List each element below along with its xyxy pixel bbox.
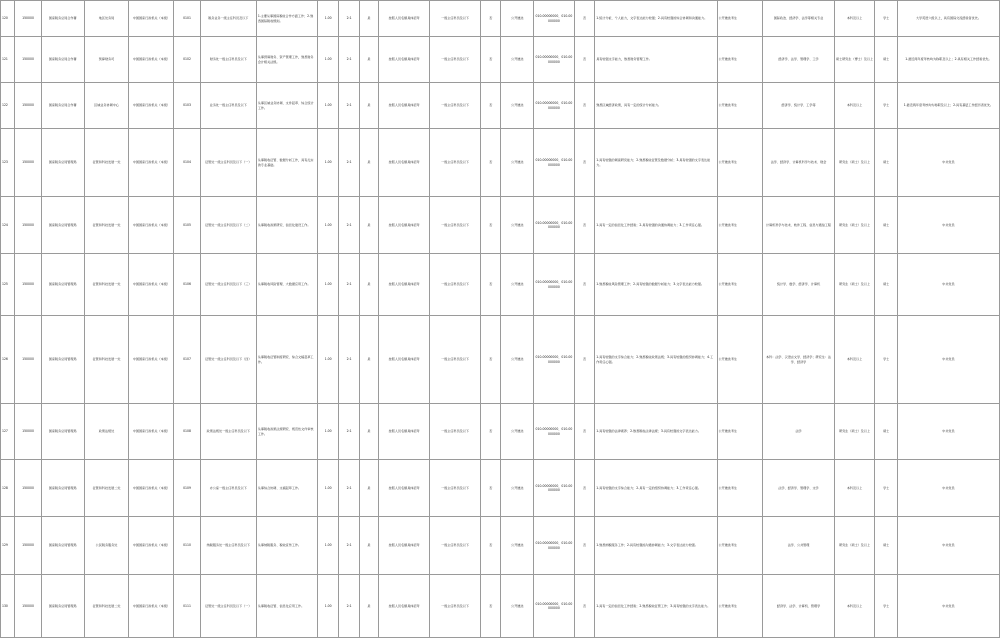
table-cell: 征管处一级主任科员及以下（一） — [200, 129, 256, 197]
table-cell: 经济学、统计学、工学等 — [763, 83, 834, 129]
table-cell: 010-00000000、010-00000000 — [534, 83, 575, 129]
table-cell: 010-00000000、010-00000000 — [534, 517, 575, 575]
table-cell: 否 — [574, 316, 594, 404]
table-cell: 是 — [359, 197, 378, 254]
table-cell: 本科及以上 — [834, 1, 875, 37]
table-cell: 从事税收风险管理、大数据应用工作。 — [256, 254, 317, 316]
table-cell: 2:1 — [339, 316, 359, 404]
table-cell: 公开遴选考生 — [717, 254, 763, 316]
table-cell: 本科及以上 — [834, 316, 875, 404]
table-cell: 1.具有一定的信息化工作经验；2.具有较强的沟通协调能力；3.工作责任心强。 — [595, 197, 717, 254]
table-cell: 按照人员名额具体招考 — [379, 129, 430, 197]
table-cell: 公开遴选考生 — [717, 1, 763, 37]
table-cell: 研究生（硕士）及以上 — [834, 197, 875, 254]
table-cell: 国家税务总局管理局 — [41, 197, 84, 254]
table-cell: 是 — [359, 517, 378, 575]
table-cell: 国家税务总局管理局 — [41, 575, 84, 638]
table-cell: 中共党员 — [897, 517, 999, 575]
table-cell: 1.最近两年度考核均为称职及以上；2.具有相关工作经验优先。 — [897, 37, 999, 83]
table-cell: 010-00000000、010-00000000 — [534, 1, 575, 37]
table-cell: 熟悉区域经济政策，具有一定的统计分析能力。 — [595, 83, 717, 129]
table-cell: 公开遴选考生 — [717, 197, 763, 254]
table-cell: 是 — [359, 129, 378, 197]
table-cell: 010-00000000、010-00000000 — [534, 404, 575, 460]
table-cell: 国家税务总局合作署 — [41, 83, 84, 129]
table-cell: 国家税务总局管理局 — [41, 404, 84, 460]
table-cell: 是 — [359, 254, 378, 316]
table-cell: 公开遴选 — [501, 460, 534, 517]
table-cell: 从事税收征管制度研究、综合文稿起草工作。 — [256, 316, 317, 404]
table-cell: 计算机科学与技术、软件工程、信息与通信工程 — [763, 197, 834, 254]
row-number: 120 — [1, 1, 15, 37]
table-cell: 否 — [481, 316, 501, 404]
table-cell: 国家税务总局管理局 — [41, 254, 84, 316]
table-cell: 政策法规处一级主任科员及以下 — [200, 404, 256, 460]
table-cell: 按照人员名额具体招考 — [379, 1, 430, 37]
table-cell: 公开遴选 — [501, 37, 534, 83]
table-cell: 研究生（硕士）及以上 — [834, 517, 875, 575]
table-cell: 征管处一级主任科员及以下（一） — [200, 575, 256, 638]
table-cell: 法学 — [763, 404, 834, 460]
table-cell: 公开遴选 — [501, 517, 534, 575]
table-cell: 0108 — [174, 404, 201, 460]
table-cell: 1.00 — [317, 83, 338, 129]
table-cell: 是 — [359, 1, 378, 37]
table-cell: 150000 — [15, 1, 42, 37]
table-cell: 预算财务司 — [84, 37, 129, 83]
table-cell: 1.熟悉税收风险管理工作；2.具有较强的数据分析能力；3.文字表达能力较强。 — [595, 254, 717, 316]
table-cell: 学士 — [875, 575, 897, 638]
table-cell: 1.00 — [317, 460, 338, 517]
table-cell: 否 — [481, 460, 501, 517]
row-number: 129 — [1, 517, 15, 575]
table-cell: 硕士 — [875, 197, 897, 254]
table-cell: 中共党员 — [897, 129, 999, 197]
table-cell: 征管和科技发展二处 — [84, 460, 129, 517]
table-row — [1, 254, 1000, 316]
table-cell: 公开遴选考生 — [717, 517, 763, 575]
table-cell: 一级主任科员及以下 — [430, 316, 481, 404]
table-cell: 1.具有较强的法律素养；2.熟悉税收法律法规；3.具有较强的文字表达能力。 — [595, 404, 717, 460]
table-cell: 否 — [574, 83, 594, 129]
table-cell: 1.最近两年度考核均为称职及以上；2.具有基层工作经历者优先。 — [897, 83, 999, 129]
table-row — [1, 197, 1000, 254]
table-cell: 150000 — [15, 316, 42, 404]
table-cell: 0105 — [174, 197, 201, 254]
row-number: 124 — [1, 197, 15, 254]
table-cell: 1.00 — [317, 316, 338, 404]
table-cell: 中国国家行政机关（本级） — [129, 254, 174, 316]
table-cell: 0104 — [174, 129, 201, 197]
table-cell: 公开遴选 — [501, 129, 534, 197]
table-cell: 中国国家行政机关（本级） — [129, 37, 174, 83]
table-cell: 是 — [359, 404, 378, 460]
table-cell: 公开遴选考生 — [717, 83, 763, 129]
table-cell: 按照人员名额具体招考 — [379, 404, 430, 460]
table-cell: 法学、经济学、管理学、文学 — [763, 460, 834, 517]
table-cell: 一级主任科员及以下 — [430, 404, 481, 460]
table-cell: 按照人员名额具体招考 — [379, 83, 430, 129]
table-cell: 否 — [574, 517, 594, 575]
table-cell: 1.具有一定的信息化工作经验；2.熟悉税收征管工作；3.具有较强的文字表达能力。 — [595, 575, 717, 638]
table-cell: 1.具有较强的文字综合能力；2.熟悉税收政策法规；3.具有较强的组织协调能力；4.工作责任心强。 — [595, 316, 717, 404]
table-cell: 公开遴选考生 — [717, 575, 763, 638]
table-cell: 公开遴选考生 — [717, 129, 763, 197]
table-cell: 从事税收征管、数据分析工作，具有扎实的专业基础。 — [256, 129, 317, 197]
table-cell: 国家税务总局管理局 — [41, 517, 84, 575]
table-cell: 150000 — [15, 460, 42, 517]
table-cell: 010-00000000、010-00000000 — [534, 575, 575, 638]
table-cell: 中国国家行政机关（本级） — [129, 83, 174, 129]
table-cell: 财务处一级主任科员及以下 — [200, 37, 256, 83]
table-cell: 2:1 — [339, 404, 359, 460]
table-cell: 按照人员名额具体招考 — [379, 254, 430, 316]
table-cell: 1.具有较强的调查研究能力；2.熟悉税收征管及数据分析；3.具有较强的文字表达能力。 — [595, 129, 717, 197]
table-cell: 1.主要从事国际税收合作方面工作；2.熟悉国际税收规则。 — [256, 1, 317, 37]
table-cell: 一级主任科员及以下 — [430, 517, 481, 575]
table-cell: 一级主任科员及以下 — [430, 254, 481, 316]
table-cell: 150000 — [15, 254, 42, 316]
table-cell: 国家税务总局管理局 — [41, 316, 84, 404]
table-cell: 一级主任科员及以下 — [430, 460, 481, 517]
table-cell: 1.00 — [317, 1, 338, 37]
table-cell: 150000 — [15, 37, 42, 83]
table-cell: 从事区域业务协调、文件起草、综合统计工作。 — [256, 83, 317, 129]
table-cell: 公开遴选考生 — [717, 37, 763, 83]
table-cell: 2:1 — [339, 575, 359, 638]
table-cell: 是 — [359, 37, 378, 83]
table-cell: 硕士 — [875, 254, 897, 316]
table-cell: 中共党员 — [897, 575, 999, 638]
table-row — [1, 1, 1000, 37]
table-cell: 150000 — [15, 404, 42, 460]
table-cell: 从事税收政策研究、信息化建设工作。 — [256, 197, 317, 254]
table-cell: 征管处一级主任科员及以下（三） — [200, 254, 256, 316]
table-cell: 否 — [481, 37, 501, 83]
table-cell: 公开遴选 — [501, 404, 534, 460]
table-cell: 1.00 — [317, 197, 338, 254]
table-cell: 中国国家行政机关（本级） — [129, 316, 174, 404]
table-cell: 从事综合协调、文稿起草工作。 — [256, 460, 317, 517]
table-cell: 1.00 — [317, 517, 338, 575]
table-cell: 学士 — [875, 83, 897, 129]
table-cell: 是 — [359, 575, 378, 638]
table-cell: 公民税务服务处 — [84, 517, 129, 575]
table-cell: 否 — [574, 575, 594, 638]
table-cell: 一级主任科员及以下 — [430, 37, 481, 83]
table-cell: 按照人员名额具体招考 — [379, 316, 430, 404]
table-cell: 否 — [574, 197, 594, 254]
row-number: 123 — [1, 129, 15, 197]
table-cell: 2:1 — [339, 83, 359, 129]
table-row — [1, 517, 1000, 575]
table-cell: 2:1 — [339, 1, 359, 37]
table-cell: 本科：法学、汉语言文学、经济学；研究生：法学、经济学 — [763, 316, 834, 404]
table-cell: 经济学、法学、计算机、管理学 — [763, 575, 834, 638]
table-cell: 中国国家行政机关（本级） — [129, 460, 174, 517]
table-cell: 0111 — [174, 575, 201, 638]
table-cell: 否 — [481, 404, 501, 460]
table-cell: 否 — [481, 1, 501, 37]
table-cell: 否 — [481, 83, 501, 129]
table-cell: 按照人员名额具体招考 — [379, 575, 430, 638]
table-cell: 中国国家行政机关（本级） — [129, 404, 174, 460]
table-cell: 1.具有较强的文字综合能力；2.具有一定的组织协调能力；3.工作责任心强。 — [595, 460, 717, 517]
table-cell: 征管和科技发展一处 — [84, 316, 129, 404]
table-row — [1, 83, 1000, 129]
table-cell: 010-00000000、010-00000000 — [534, 316, 575, 404]
table-cell: 1.00 — [317, 404, 338, 460]
row-number: 121 — [1, 37, 15, 83]
row-number: 122 — [1, 83, 15, 129]
table-cell: 2:1 — [339, 197, 359, 254]
table-cell: 150000 — [15, 517, 42, 575]
row-number: 126 — [1, 316, 15, 404]
table-cell: 硕士研究生（博士）及以上 — [834, 37, 875, 83]
table-cell: 中共党员 — [897, 460, 999, 517]
table-cell: 征管和科技发展二处 — [84, 575, 129, 638]
table-cell: 中国国家行政机关（本级） — [129, 575, 174, 638]
table-cell: 学士 — [875, 1, 897, 37]
table-cell: 硕士 — [875, 37, 897, 83]
table-cell: 公开遴选 — [501, 197, 534, 254]
table-cell: 2:1 — [339, 254, 359, 316]
table-cell: 否 — [574, 254, 594, 316]
table-cell: 150000 — [15, 129, 42, 197]
table-cell: 从事预算财务、资产管理工作，熟悉财务会计相关法规。 — [256, 37, 317, 83]
row-number: 125 — [1, 254, 15, 316]
table-cell: 法学、公共管理 — [763, 517, 834, 575]
table-cell: 0101 — [174, 1, 201, 37]
table-cell: 统计学、数学、经济学、计算机 — [763, 254, 834, 316]
table-cell: 0102 — [174, 37, 201, 83]
table-cell: 0109 — [174, 460, 201, 517]
row-number: 127 — [1, 404, 15, 460]
table-cell: 大学英语六级以上，具有国际交流经验者优先。 — [897, 1, 999, 37]
table-cell: 否 — [481, 517, 501, 575]
table-cell: 硕士 — [875, 517, 897, 575]
table-cell: 一级主任科员及以下 — [430, 83, 481, 129]
table-cell: 硕士 — [875, 404, 897, 460]
table-cell: 征管和科技发展一处 — [84, 129, 129, 197]
table-cell: 否 — [574, 129, 594, 197]
table-row — [1, 37, 1000, 83]
table-cell: 一级主任科员及以下 — [430, 197, 481, 254]
table-cell: 按照人员名额具体招考 — [379, 517, 430, 575]
table-cell: 经济学、法学、管理学、工学 — [763, 37, 834, 83]
table-cell: 中国国家行政机关（本级） — [129, 197, 174, 254]
table-cell: 学士 — [875, 460, 897, 517]
table-cell: 从事税收征管、信息化应用工作。 — [256, 575, 317, 638]
table-cell: 公开遴选 — [501, 1, 534, 37]
table-cell: 研究生（硕士）及以上 — [834, 254, 875, 316]
table-cell: 是 — [359, 83, 378, 129]
row-number: 130 — [1, 575, 15, 638]
table-cell: 公开遴选考生 — [717, 316, 763, 404]
table-cell: 一级主任科员及以下 — [430, 129, 481, 197]
table-row — [1, 404, 1000, 460]
table-cell: 税务业务一级主任科员及以下 — [200, 1, 256, 37]
table-cell: 中国国家行政机关（本级） — [129, 517, 174, 575]
table-cell: 中国国家行政机关（本级） — [129, 1, 174, 37]
table-cell: 中共党员 — [897, 254, 999, 316]
table-cell: 征管处一级主任科员及以下（四） — [200, 316, 256, 404]
table-cell: 1.统计分析，个人能力，文字表达能力较强；2.具有较强的综合协调和沟通能力。 — [595, 1, 717, 37]
table-cell: 政策法规处 — [84, 404, 129, 460]
table-cell: 本科及以上 — [834, 83, 875, 129]
table-cell: 具有较强文字能力，熟悉财务管理工作。 — [595, 37, 717, 83]
table-cell: 1.00 — [317, 37, 338, 83]
table-cell: 否 — [481, 575, 501, 638]
table-cell: 公开遴选 — [501, 575, 534, 638]
table-cell: 150000 — [15, 197, 42, 254]
table-cell: 办公室一级主任科员及以下 — [200, 460, 256, 517]
table-cell: 学士 — [875, 316, 897, 404]
table-cell: 150000 — [15, 83, 42, 129]
table-cell: 010-00000000、010-00000000 — [534, 254, 575, 316]
table-cell: 否 — [574, 37, 594, 83]
table-row — [1, 129, 1000, 197]
table-cell: 1.00 — [317, 129, 338, 197]
table-cell: 按照人员名额具体招考 — [379, 37, 430, 83]
table-cell: 公开遴选 — [501, 254, 534, 316]
table-cell: 从事纳税服务、税收宣传工作。 — [256, 517, 317, 575]
table-cell: 国际政治、经济学、法学等相关专业 — [763, 1, 834, 37]
table-cell: 国家税务总局合作署 — [41, 1, 84, 37]
table-row — [1, 316, 1000, 404]
table-cell: 研究生（硕士）及以上 — [834, 404, 875, 460]
table-cell: 否 — [481, 129, 501, 197]
table-cell: 按照人员名额具体招考 — [379, 197, 430, 254]
table-cell: 中共党员 — [897, 197, 999, 254]
table-cell: 1.熟悉纳税服务工作；2.具有较强的沟通协调能力；3.文字表达能力较强。 — [595, 517, 717, 575]
table-cell: 硕士 — [875, 129, 897, 197]
table-cell: 否 — [574, 460, 594, 517]
table-cell: 公开遴选考生 — [717, 460, 763, 517]
table-row — [1, 460, 1000, 517]
table-cell: 中国国家行政机关（本级） — [129, 129, 174, 197]
table-cell: 010-00000000、010-00000000 — [534, 129, 575, 197]
table-cell: 国家税务总局合作署 — [41, 37, 84, 83]
table-cell: 按照人员名额具体招考 — [379, 460, 430, 517]
table-cell: 征管和科技发展一处 — [84, 197, 129, 254]
table-cell: 中共党员 — [897, 404, 999, 460]
table-cell: 中共党员 — [897, 316, 999, 404]
row-number: 128 — [1, 460, 15, 517]
table-cell: 公开遴选 — [501, 83, 534, 129]
table-cell: 法学、经济学、计算机科学与技术、财会 — [763, 129, 834, 197]
table-cell: 本科及以上 — [834, 460, 875, 517]
table-cell: 研究生（硕士）及以上 — [834, 129, 875, 197]
table-cell: 从事税收政策法规研究、规范性文件审核工作。 — [256, 404, 317, 460]
table-cell: 0107 — [174, 316, 201, 404]
table-cell: 是 — [359, 316, 378, 404]
table-cell: 2:1 — [339, 517, 359, 575]
table-cell: 国家税务总局管理局 — [41, 460, 84, 517]
table-cell: 纳税服务处一级主任科员及以下 — [200, 517, 256, 575]
table-cell: 公开遴选 — [501, 316, 534, 404]
table-cell: 2:1 — [339, 37, 359, 83]
table-cell: 一级主任科员及以下 — [430, 1, 481, 37]
table-cell: 否 — [574, 1, 594, 37]
table-cell: 否 — [481, 254, 501, 316]
table-cell: 否 — [574, 404, 594, 460]
table-cell: 010-00000000、010-00000000 — [534, 460, 575, 517]
table-cell: 2:1 — [339, 129, 359, 197]
table-cell: 1.00 — [317, 575, 338, 638]
table-cell: 2:1 — [339, 460, 359, 517]
table-cell: 国家税务总局管理局 — [41, 129, 84, 197]
table-cell: 公开遴选考生 — [717, 404, 763, 460]
table-cell: 地区处务局 — [84, 1, 129, 37]
table-row — [1, 575, 1000, 638]
table-cell: 010-00000000、010-00000000 — [534, 197, 575, 254]
table-cell: 010-00000000、010-00000000 — [534, 37, 575, 83]
table-cell: 0110 — [174, 517, 201, 575]
table-cell: 是 — [359, 460, 378, 517]
table-cell: 征管处一级主任科员及以下（二） — [200, 197, 256, 254]
table-cell: 否 — [481, 197, 501, 254]
table-cell: 本科及以上 — [834, 575, 875, 638]
table-cell: 150000 — [15, 575, 42, 638]
table-cell: 0103 — [174, 83, 201, 129]
table-cell: 1.00 — [317, 254, 338, 316]
table-cell: 区域业务协调中心 — [84, 83, 129, 129]
table-cell: 征管和科技发展一处 — [84, 254, 129, 316]
table-cell: 业务处一级主任科员及以下 — [200, 83, 256, 129]
table-cell: 一级主任科员及以下 — [430, 575, 481, 638]
table-cell: 0106 — [174, 254, 201, 316]
